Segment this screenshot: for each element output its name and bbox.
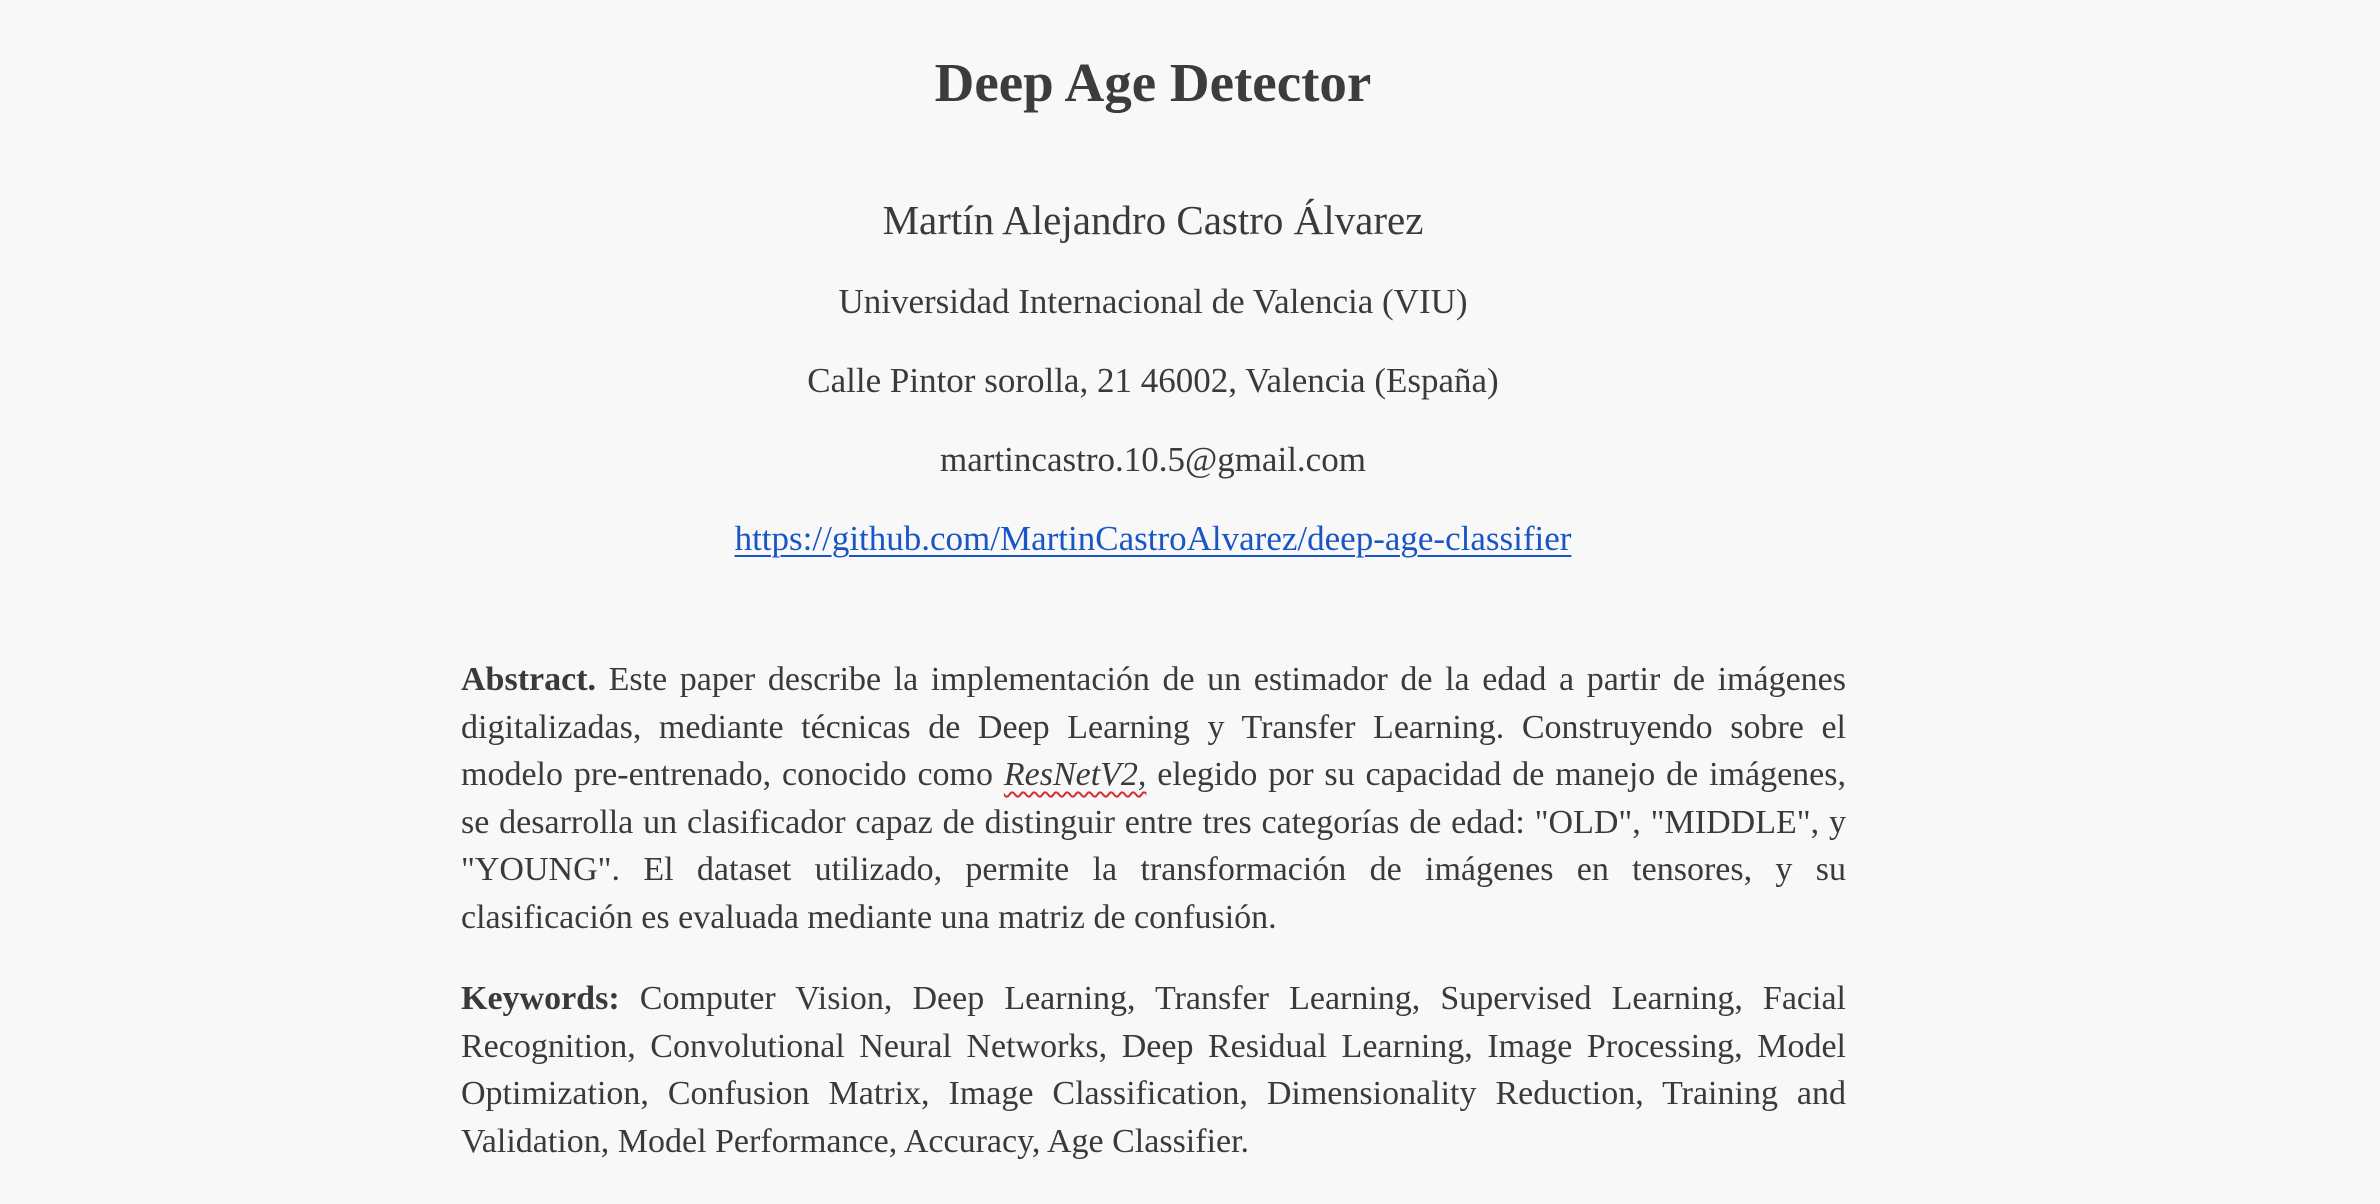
paper-title: Deep Age Detector [934,52,1372,113]
author-address: Calle Pintor sorolla, 21 46002, Valencia (España) [807,361,1499,400]
repository-link-line [0,511,2306,567]
keywords-label: Keywords: [461,980,620,1017]
abstract-text-after: elegido por su capacidad de manejo de imágenes, se desarrolla un clasificador capaz de distinguir entre tres categorías de edad: "OLD", "MIDDLE", y "YOUNG". El dataset utilizado, permite la transformación de imágenes en tensores, y su clasificación es evaluada mediante una matriz de confusión. [461,756,1846,936]
author-affiliation: Universidad Internacional de Valencia (VIU) [838,282,1468,321]
abstract-paragraph [461,656,1846,941]
abstract-label: Abstract. [461,661,597,698]
abstract-model-name: ResNetV2, [1003,756,1147,793]
keywords-paragraph [461,975,1846,1165]
author-email: martincastro.10.5@gmail.com [940,440,1366,479]
author-name: Martín Alejandro Castro Álvarez [882,197,1424,243]
keywords-text: Computer Vision, Deep Learning, Transfer Learning, Supervised Learning, Facial Recognition, Convolutional Neural Networks, Deep Residual Learning, Image Processing, Model Optimization, Confusion Matrix, Image Classification, Dimensionality Reduction, Training and Validation, Model Performance, Accuracy, Age Classifier. [461,980,1846,1160]
repository-link[interactable]: https://github.com/MartinCastroAlvarez/deep-age-classifier [734,519,1572,558]
abstract-text-before: Este paper describe la implementación de un estimador de la edad a partir de imágenes digitalizadas, mediante técnicas de Deep Learning y Transfer Learning. Construyendo sobre el modelo pre-entrenado, conocido como [461,661,1846,793]
